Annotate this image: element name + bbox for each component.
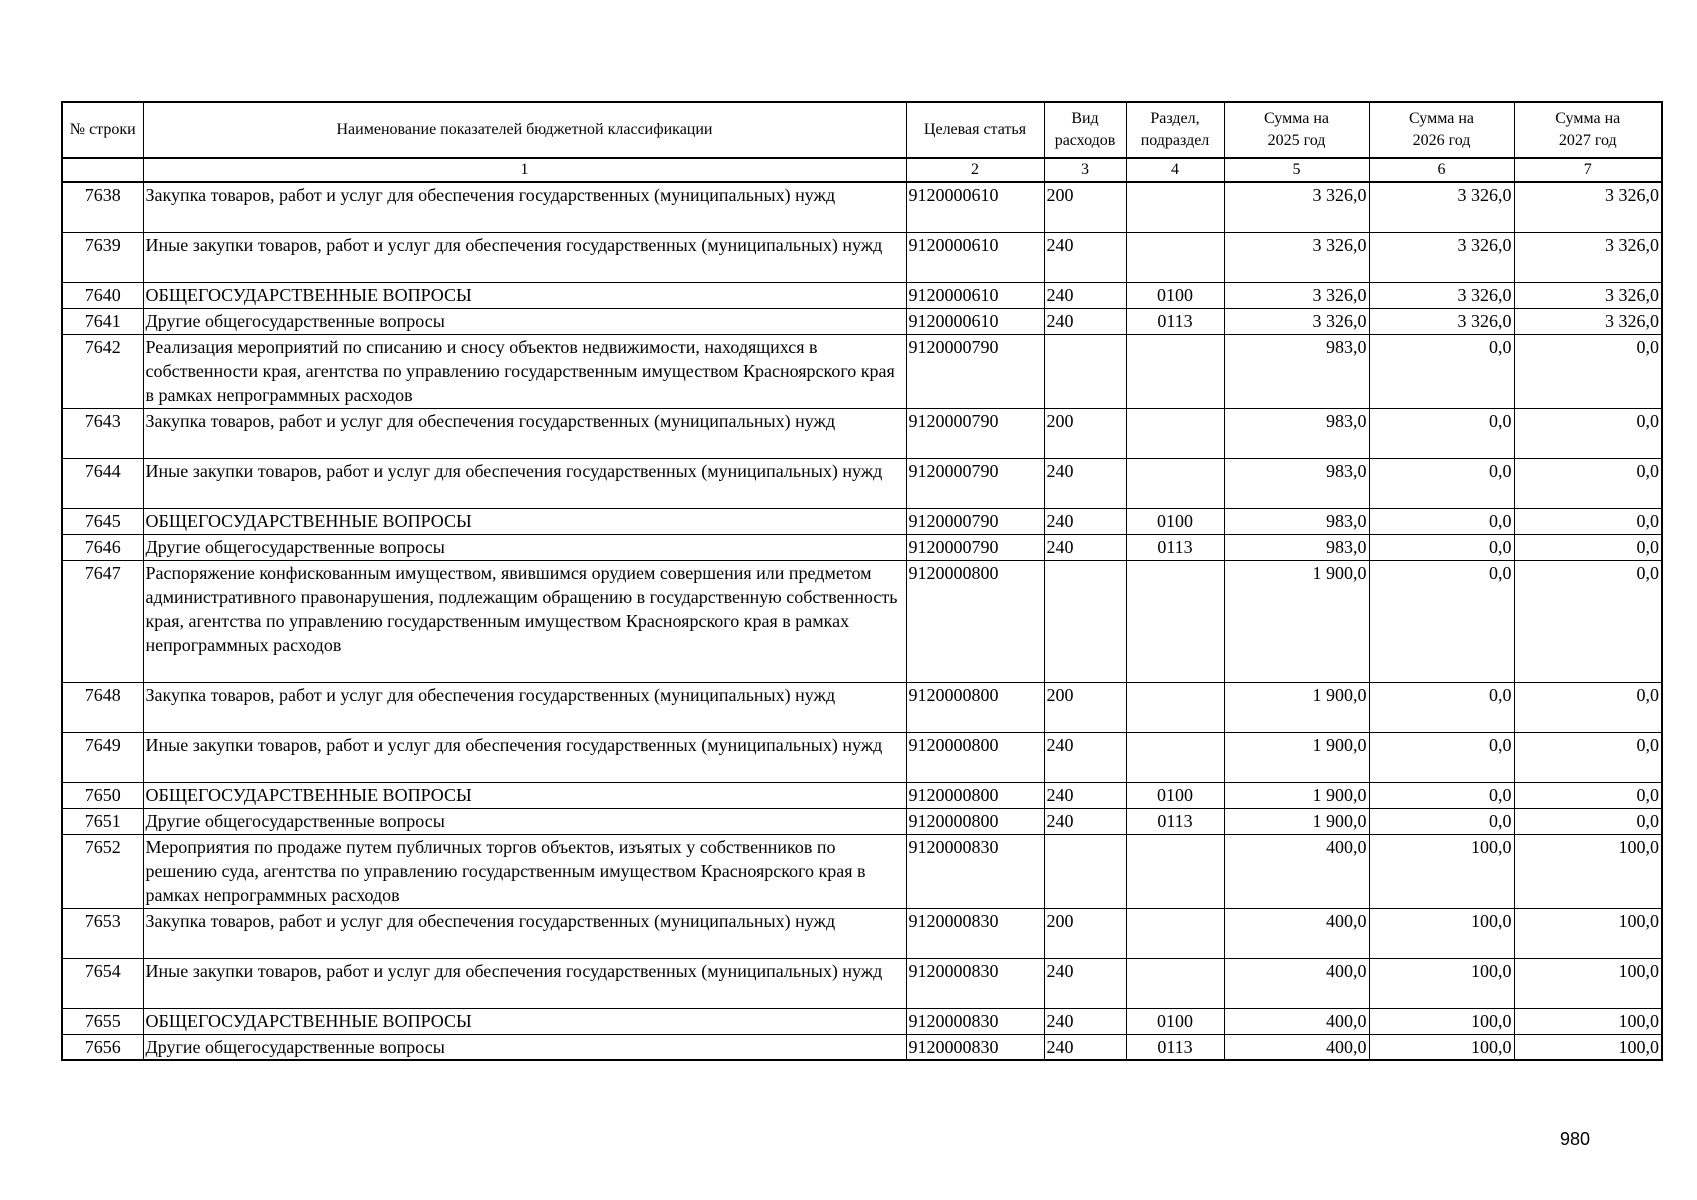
header-vid-line1: Вид [1071,110,1099,127]
row-sum-2025: 1 900,0 [1224,560,1369,682]
table-row [62,782,1662,808]
header-razdel-line1: Раздел, [1150,110,1200,127]
table-row [62,508,1662,534]
row-sum-2026: 3 326,0 [1369,308,1514,334]
table-row [62,1008,1662,1034]
row-sum-2026: 0,0 [1369,732,1514,782]
row-name: Реализация мероприятий по списанию и сносу объектов недвижимости, находящихся в собственности края, агентства по управлению государственным имуществом Красноярского края в рамках непрограммных расходов [143,334,906,408]
row-sum-2027: 0,0 [1514,782,1662,808]
row-sum-2025: 400,0 [1224,1008,1369,1034]
row-sum-2027: 0,0 [1514,408,1662,458]
row-expense-type: 240 [1044,282,1126,308]
row-section: 0100 [1126,1008,1224,1034]
row-name: Другие общегосударственные вопросы [143,1034,906,1060]
row-sum-2027: 100,0 [1514,1008,1662,1034]
row-section [1126,834,1224,908]
row-section [1126,732,1224,782]
row-target-code: 9120000800 [906,732,1044,782]
row-expense-type: 240 [1044,958,1126,1008]
row-number: 7648 [62,682,143,732]
row-name: ОБЩЕГОСУДАРСТВЕННЫЕ ВОПРОСЫ [143,282,906,308]
row-sum-2026: 0,0 [1369,560,1514,682]
budget-table [61,101,1663,1061]
row-sum-2027: 0,0 [1514,682,1662,732]
row-section: 0100 [1126,782,1224,808]
row-name: Закупка товаров, работ и услуг для обеспечения государственных (муниципальных) нужд [143,682,906,732]
row-section [1126,334,1224,408]
row-expense-type: 240 [1044,1034,1126,1060]
row-sum-2025: 1 900,0 [1224,732,1369,782]
row-section [1126,408,1224,458]
row-target-code: 9120000800 [906,560,1044,682]
row-section [1126,458,1224,508]
row-expense-type: 240 [1044,1008,1126,1034]
table-row [62,958,1662,1008]
column-number: 5 [1224,158,1369,182]
row-expense-type: 200 [1044,682,1126,732]
row-name: Мероприятия по продаже путем публичных торгов объектов, изъятых у собственников по решению суда, агентства по управлению государственным имуществом Красноярского края в рамках непрограммных расходов [143,834,906,908]
row-name: ОБЩЕГОСУДАРСТВЕННЫЕ ВОПРОСЫ [143,782,906,808]
row-sum-2026: 0,0 [1369,508,1514,534]
row-number: 7642 [62,334,143,408]
row-sum-2027: 0,0 [1514,560,1662,682]
row-number: 7644 [62,458,143,508]
row-sum-2025: 983,0 [1224,534,1369,560]
row-name: Другие общегосударственные вопросы [143,534,906,560]
row-target-code: 9120000800 [906,782,1044,808]
row-sum-2025: 3 326,0 [1224,282,1369,308]
row-sum-2027: 100,0 [1514,908,1662,958]
row-section [1126,682,1224,732]
row-sum-2027: 3 326,0 [1514,182,1662,232]
row-sum-2026: 3 326,0 [1369,282,1514,308]
row-sum-2027: 0,0 [1514,808,1662,834]
row-number: 7656 [62,1034,143,1060]
row-expense-type: 240 [1044,232,1126,282]
row-expense-type: 200 [1044,182,1126,232]
column-number: 7 [1514,158,1662,182]
row-sum-2027: 0,0 [1514,732,1662,782]
row-target-code: 9120000800 [906,682,1044,732]
table-row [62,1034,1662,1060]
row-name: Распоряжение конфискованным имуществом, явившимся орудием совершения или предметом административного правонарушения, подлежащим обращению в государственную собственность края, агентства по управлению государственным имуществом Красноярского края в рамках непрограммных расходов [143,560,906,682]
row-sum-2026: 0,0 [1369,408,1514,458]
row-sum-2026: 3 326,0 [1369,232,1514,282]
row-sum-2026: 100,0 [1369,1034,1514,1060]
header-target: Целевая статья [906,102,1044,158]
row-name: Закупка товаров, работ и услуг для обеспечения государственных (муниципальных) нужд [143,182,906,232]
row-expense-type: 240 [1044,782,1126,808]
row-sum-2027: 100,0 [1514,834,1662,908]
header-sum-2027-line1: Сумма на [1555,110,1621,127]
row-sum-2027: 3 326,0 [1514,308,1662,334]
row-expense-type [1044,334,1126,408]
row-sum-2026: 0,0 [1369,334,1514,408]
row-section [1126,182,1224,232]
row-section: 0100 [1126,508,1224,534]
row-target-code: 9120000830 [906,908,1044,958]
row-sum-2025: 400,0 [1224,834,1369,908]
column-number: 6 [1369,158,1514,182]
table-row [62,682,1662,732]
row-target-code: 9120000830 [906,834,1044,908]
row-expense-type: 200 [1044,908,1126,958]
table-row [62,732,1662,782]
row-sum-2026: 3 326,0 [1369,182,1514,232]
row-target-code: 9120000790 [906,508,1044,534]
row-expense-type: 240 [1044,732,1126,782]
row-name: Закупка товаров, работ и услуг для обеспечения государственных (муниципальных) нужд [143,408,906,458]
row-number: 7651 [62,808,143,834]
row-sum-2026: 0,0 [1369,808,1514,834]
row-target-code: 9120000610 [906,308,1044,334]
column-number-row [62,158,1662,182]
row-sum-2027: 0,0 [1514,458,1662,508]
row-sum-2025: 983,0 [1224,458,1369,508]
row-target-code: 9120000790 [906,408,1044,458]
row-number: 7652 [62,834,143,908]
table-row [62,334,1662,408]
row-sum-2025: 1 900,0 [1224,682,1369,732]
row-sum-2025: 400,0 [1224,1034,1369,1060]
row-target-code: 9120000830 [906,1008,1044,1034]
row-name: ОБЩЕГОСУДАРСТВЕННЫЕ ВОПРОСЫ [143,1008,906,1034]
row-sum-2027: 0,0 [1514,334,1662,408]
row-name: Другие общегосударственные вопросы [143,308,906,334]
row-sum-2025: 3 326,0 [1224,308,1369,334]
page-number: 980 [1560,1129,1591,1149]
row-number: 7654 [62,958,143,1008]
table-row [62,534,1662,560]
row-expense-type: 240 [1044,534,1126,560]
row-sum-2025: 3 326,0 [1224,232,1369,282]
row-name: Другие общегосударственные вопросы [143,808,906,834]
table-row [62,282,1662,308]
column-number: 1 [143,158,906,182]
table-row [62,182,1662,232]
header-sum-2027 [1514,102,1662,158]
header-sum-2025-line2: 2025 год [1267,132,1326,149]
header-vid-line2: расходов [1054,132,1116,149]
row-section [1126,908,1224,958]
row-name: Закупка товаров, работ и услуг для обеспечения государственных (муниципальных) нужд [143,908,906,958]
table-row [62,908,1662,958]
header-sum-2025 [1224,102,1369,158]
column-number-blank [62,158,143,182]
header-razdel [1126,102,1224,158]
column-number: 4 [1126,158,1224,182]
row-number: 7649 [62,732,143,782]
row-sum-2027: 0,0 [1514,534,1662,560]
row-sum-2026: 0,0 [1369,782,1514,808]
table-row [62,560,1662,682]
row-sum-2026: 100,0 [1369,908,1514,958]
row-sum-2025: 400,0 [1224,908,1369,958]
header-vid [1044,102,1126,158]
row-expense-type: 240 [1044,808,1126,834]
row-expense-type: 240 [1044,458,1126,508]
row-expense-type [1044,834,1126,908]
row-sum-2026: 100,0 [1369,1008,1514,1034]
row-target-code: 9120000610 [906,182,1044,232]
row-sum-2025: 400,0 [1224,958,1369,1008]
table-row [62,834,1662,908]
table-row [62,808,1662,834]
row-section [1126,958,1224,1008]
row-sum-2026: 100,0 [1369,834,1514,908]
row-name: Иные закупки товаров, работ и услуг для обеспечения государственных (муниципальных) нужд [143,958,906,1008]
header-razdel-line2: подраздел [1140,132,1210,149]
row-number: 7650 [62,782,143,808]
row-expense-type: 240 [1044,308,1126,334]
row-section: 0113 [1126,308,1224,334]
row-target-code: 9120000610 [906,232,1044,282]
header-name: Наименование показателей бюджетной классификации [143,102,906,158]
row-sum-2027: 100,0 [1514,958,1662,1008]
row-sum-2027: 3 326,0 [1514,232,1662,282]
row-sum-2027: 0,0 [1514,508,1662,534]
row-number: 7653 [62,908,143,958]
row-target-code: 9120000790 [906,458,1044,508]
row-sum-2025: 1 900,0 [1224,782,1369,808]
row-number: 7640 [62,282,143,308]
row-target-code: 9120000790 [906,534,1044,560]
row-section: 0113 [1126,1034,1224,1060]
row-sum-2026: 0,0 [1369,458,1514,508]
column-number: 2 [906,158,1044,182]
header-sum-2026-line2: 2026 год [1412,132,1471,149]
row-expense-type [1044,560,1126,682]
row-name: Иные закупки товаров, работ и услуг для обеспечения государственных (муниципальных) нужд [143,732,906,782]
row-number: 7639 [62,232,143,282]
header-sum-2026 [1369,102,1514,158]
row-sum-2027: 100,0 [1514,1034,1662,1060]
table-row [62,458,1662,508]
row-section [1126,232,1224,282]
header-sum-2027-line2: 2027 год [1558,132,1617,149]
column-number: 3 [1044,158,1126,182]
row-number: 7643 [62,408,143,458]
header-sum-2025-line1: Сумма на [1264,110,1329,127]
row-sum-2025: 983,0 [1224,508,1369,534]
row-sum-2026: 100,0 [1369,958,1514,1008]
row-target-code: 9120000790 [906,334,1044,408]
table-row [62,408,1662,458]
header-row [62,102,1662,158]
row-name: ОБЩЕГОСУДАРСТВЕННЫЕ ВОПРОСЫ [143,508,906,534]
header-row-number: № строки [62,102,143,158]
row-expense-type: 240 [1044,508,1126,534]
row-section: 0113 [1126,808,1224,834]
row-number: 7638 [62,182,143,232]
row-sum-2025: 1 900,0 [1224,808,1369,834]
row-target-code: 9120000800 [906,808,1044,834]
row-sum-2026: 0,0 [1369,682,1514,732]
table-row [62,308,1662,334]
row-sum-2026: 0,0 [1369,534,1514,560]
row-sum-2025: 983,0 [1224,408,1369,458]
row-sum-2025: 983,0 [1224,334,1369,408]
row-section: 0100 [1126,282,1224,308]
row-section [1126,560,1224,682]
row-target-code: 9120000830 [906,958,1044,1008]
row-sum-2027: 3 326,0 [1514,282,1662,308]
row-name: Иные закупки товаров, работ и услуг для обеспечения государственных (муниципальных) нужд [143,232,906,282]
row-number: 7655 [62,1008,143,1034]
row-target-code: 9120000830 [906,1034,1044,1060]
row-number: 7646 [62,534,143,560]
row-section: 0113 [1126,534,1224,560]
row-target-code: 9120000610 [906,282,1044,308]
row-name: Иные закупки товаров, работ и услуг для обеспечения государственных (муниципальных) нужд [143,458,906,508]
row-number: 7647 [62,560,143,682]
header-sum-2026-line1: Сумма на [1409,110,1474,127]
row-number: 7641 [62,308,143,334]
row-sum-2025: 3 326,0 [1224,182,1369,232]
row-expense-type: 200 [1044,408,1126,458]
table-row [62,232,1662,282]
row-number: 7645 [62,508,143,534]
